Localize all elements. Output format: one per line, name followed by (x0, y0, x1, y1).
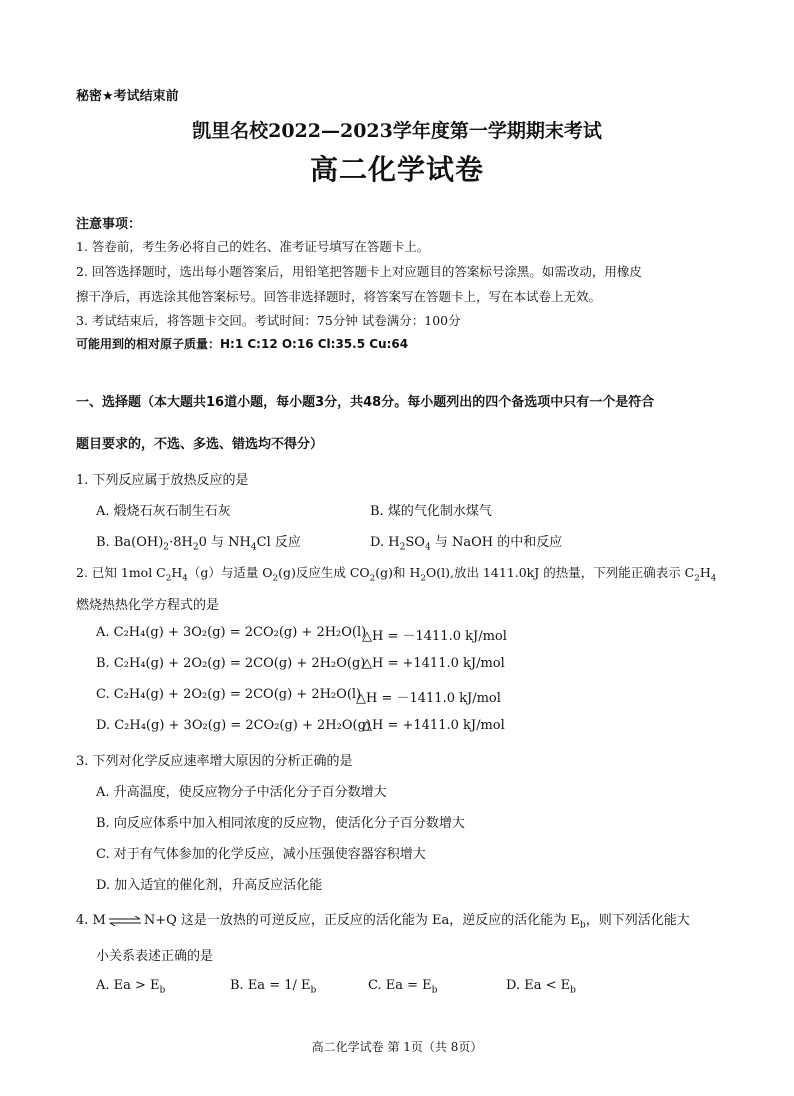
section-1-heading-line2: 题目要求的，不选、多选、错选均不得分） (76, 437, 324, 452)
question-2-option-b-enthalpy: △H = +1411.0 kJ/mol (362, 656, 505, 671)
question-4-option-c: C. $Ea = E_b$ (368, 978, 438, 996)
question-2-stem-line2: 燃烧热热化学方程式的是 (76, 598, 220, 613)
question-2-option-c-equation: C. C₂H₄(g) + 2O₂(g) = 2CO(g) + 2H₂O(l) (96, 687, 362, 702)
question-1-option-b: B. 煤的气化制水煤气 (370, 504, 492, 519)
question-1-option-d: D. $H_2SO_4$ 与 NaOH 的中和反应 (370, 535, 563, 553)
question-4-option-b: B. Ea = 1/ $E_b$ (230, 978, 317, 996)
question-1-option-c: B. $Ba(OH)_2\cdot 8H_20$ 与 $NH_4Cl$ 反应 (96, 535, 301, 553)
question-3-option-d: D. 加入适宜的催化剂，升高反应活化能 (96, 878, 323, 893)
atomic-masses: 可能用到的相对原子质量：H:1 C:12 O:16 Cl:35.5 Cu:64 (76, 337, 409, 351)
question-3-stem: 3. 下列对化学反应速率增大原因的分析正确的是 (76, 754, 353, 769)
question-3-option-b: B. 向反应体系中加入相同浓度的反应物，使活化分子百分数增大 (96, 816, 465, 831)
question-2-option-a-enthalpy: △H = －1411.0 kJ/mol (362, 629, 507, 644)
page-footer: 高二化学试卷 第 1页（共 8页） (311, 1040, 483, 1054)
question-1-stem: 1. 下列反应属于放热反应的是 (76, 473, 249, 488)
exam-subject-title: 高二化学试卷 (309, 153, 484, 186)
question-1-option-a: A. 煅烧石灰石制生石灰 (96, 504, 231, 519)
question-2-option-d-equation: D. C₂H₄(g) + 3O₂(g) = 2CO₂(g) + 2H₂O(g) (96, 718, 371, 733)
question-2-option-d-enthalpy: △H = +1411.0 kJ/mol (362, 718, 505, 733)
question-3-option-a: A. 升高温度，使反应物分子中活化分子百分数增大 (96, 785, 387, 800)
confidential-mark: 秘密★考试结束前 (76, 89, 179, 104)
note-3: 3. 考试结束后，将答题卡交回。考试时间：75分钟 试卷满分：100分 (76, 313, 461, 328)
note-2-line1: 2. 回答选择题时，选出每小题答案后，用铅笔把答题卡上对应题目的答案标号涂黑。如需改动，用橡皮 (76, 264, 642, 279)
question-3-option-c: C. 对于有气体参加的化学反应，减小压强使容器容积增大 (96, 847, 426, 862)
question-2-option-b-equation: B. C₂H₄(g) + 2O₂(g) = 2CO(g) + 2H₂O(g) (96, 656, 366, 671)
reversible-arrow-icon (108, 916, 142, 926)
question-4-option-d: D. $Ea < E_b$ (506, 978, 576, 996)
notes-heading: 注意事项： (76, 217, 142, 232)
question-2-option-c-enthalpy: △H = －1411.0 kJ/mol (356, 691, 501, 706)
note-1: 1. 答卷前，考生务必将自己的姓名、准考证号填写在答题卡上。 (76, 239, 430, 254)
question-2-stem-line1: 2. 已知 1mol $C_2H_4(g)$与适量 $O_2(g)$反应生成 $CO_2(g)$和 $H_2O(l)$,放出 1411.0kJ 的热量，下列能正确表示 $C_2H_4$ (76, 565, 717, 584)
question-4-stem-line2: 小关系表述正确的是 (96, 949, 214, 964)
note-2-line2: 擦干净后，再选涂其他答案标号。回答非选择题时，将答案写在答题卡上，写在本试卷上无效。 (76, 289, 602, 304)
question-2-option-a-equation: A. C₂H₄(g) + 3O₂(g) = 2CO₂(g) + 2H₂O(l) (96, 625, 367, 640)
exam-title: 凯里名校2022—2023学年度第一学期期末考试 (192, 120, 602, 142)
question-4-option-a: A. $Ea > E_b$ (96, 978, 166, 996)
question-4-stem-line1: 4. M N+Q 这是一放热的可逆反应，正反应的活化能为 Ea，逆反应的活化能为 $E_b$，则下列活化能大 (76, 913, 690, 931)
section-1-heading-line1: 一、选择题（本大题共16道小题，每小题3分，共48分。每小题列出的四个备选项中只有一个是符合 (76, 395, 655, 410)
